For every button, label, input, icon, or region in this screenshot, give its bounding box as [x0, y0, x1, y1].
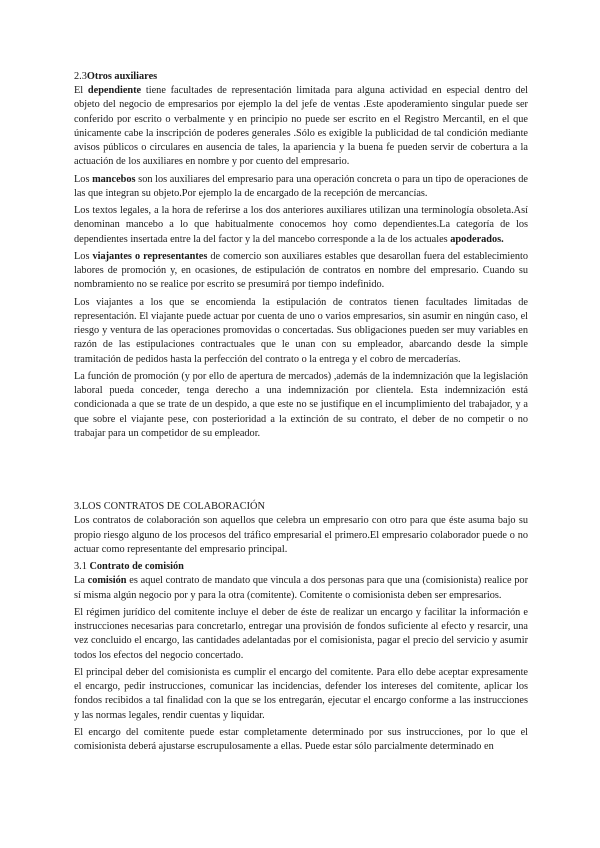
term-mancebos: mancebos — [92, 173, 136, 185]
paragraph-mancebos: Los mancebos son los auxiliares del empresario para una operación concreta o para un tipo de operaciones de las que integran su objeto.Por ejemplo la de encargado de la recepción de mercancías. — [74, 173, 528, 199]
paragraph-dependiente: El dependiente tiene facultades de representación limitada para alguna actividad en especial dentro del objeto del negocio de empresarios por ejemplo la del jefe de ventas .Este apoderamiento singular puede ser conferido por escrito o verbalmente y en principio no puede ser escrito en el Registro Mercantil, en el que únicamente cabe la inscripción de poderes generales .Sólo es exigible la publicidad de tal condición mediante avisos públicos o circulares en ausencia de tales, la apariencia y la buena fe pueden servir de cobertura a la actuación de los auxiliares en nombre y por cuento del empresario. — [74, 85, 528, 168]
subsection-heading-3-1 — [74, 560, 528, 574]
subsection-title: Contrato de comisión — [89, 561, 184, 573]
paragraph-funcion-promocion: La función de promoción (y por ello de apertura de mercados) ,además de la indemnización que la legislación laboral pueda conceder, tenga derecho a una indemnización por clientela. Esta indemnización está condicionada a que se trate de un despido, a que este no se justifique en el incumplimiento del trabajador, y a que sobre el viajante pese, con posterioridad a la extinción de su contrato, el deber de no competir o no trabajar para un competidor de su empleador. — [74, 371, 528, 439]
section-gap — [74, 444, 528, 500]
section-heading-3: 3.LOS CONTRATOS DE COLABORACIÓN — [74, 501, 265, 513]
paragraph-encargo-comitente: El encargo del comitente puede estar completamente determinado por sus instrucciones, por lo que el comisionista deberá ajustarse escrupulosamente a ellas. Puede estar sólo parcialmente determinado en — [74, 727, 528, 753]
section-heading-2-3 — [74, 70, 528, 84]
paragraph-viajantes: Los viajantes o representantes de comercio son auxiliares estables que desarollan fuera del establecimiento labores de promoción y, en ocasiones, de estipulación de contratos en nombre del empresario. Cuando su nombramiento no se realice por escrito se presumirá por tiempo indefinido. — [74, 251, 529, 291]
subsection-number: 3.1 — [74, 561, 90, 573]
term-apoderados: apoderados. — [450, 233, 504, 245]
term-comision: comisión — [87, 575, 127, 587]
section-number: 2.3 — [74, 71, 87, 82]
term-viajantes: viajantes o representantes — [92, 251, 208, 262]
document-page — [74, 70, 528, 758]
section-title: Otros auxiliares — [86, 71, 158, 82]
term-dependiente: dependiente — [87, 85, 142, 97]
paragraph-comision: La comisión es aquel contrato de mandato que vincula a dos personas para que una (comisionista) realice por sí misma algún negocio por y para la otra (comitente). Comitente o comisionista deben ser empresarios. — [74, 575, 529, 601]
paragraph-regimen-comitente: El régimen jurídico del comitente incluye el deber de éste de realizar un encargo y facilitar la información e instrucciones necesarias para concretarlo, entregar una provisión de fondos suficiente al efecto y resarcir, una vez concluido el encargo, las cantidades adelantadas por el comisionista, pagar el precio del servicio y asumir todos los efectos del negocio concertado. — [74, 607, 528, 661]
paragraph-deber-comisionista: El principal deber del comisionista es cumplir el encargo del comitente. Para ello debe aceptar expresamente el encargo, pedir instrucciones, comunicar las incidencias, defender los intereses del comitente, aplicar los fondos recibidos a tal finalidad con la que se los entregarán, ejecutar el encargo conforme a las instrucciones y las normas legales, rendir cuentas y liquidar. — [74, 667, 528, 721]
paragraph-contratos-colaboracion: Los contratos de colaboración son aquellos que celebra un empresario con otro para que éste asuma bajo su propio riesgo alguno de los procesos del tráfico empresarial el primero.El empresario colaborador puede o no actuar como representante del empresario principal. — [74, 515, 528, 555]
paragraph-textos-legales: Los textos legales, a la hora de referirse a los dos anteriores auxiliares utilizan una terminología obsoleta.Así denominan mancebo a lo que habitualmente conocemos hoy como dependientes.La categoría de los dependientes insertada entre la del factor y la del mancebo corresponde a la de los actuales apoderados. — [74, 205, 528, 245]
paragraph-viajantes-facultades: Los viajantes a los que se encomienda la estipulación de contratos tienen facultades limitadas de representación. El viajante puede actuar por cuenta de uno o varios empresarios, sin asumir en ningún caso, el riesgo y ventura de las operaciones promovidas o concertadas. Sus obligaciones pueden ser muy variables en razón de las estipulaciones contractuales que le unan con su empleador, abarcando desde la simple tramitación de pedidos hasta la perfección del contrato o la entrega y el cobro de mercaderías. — [74, 296, 528, 365]
